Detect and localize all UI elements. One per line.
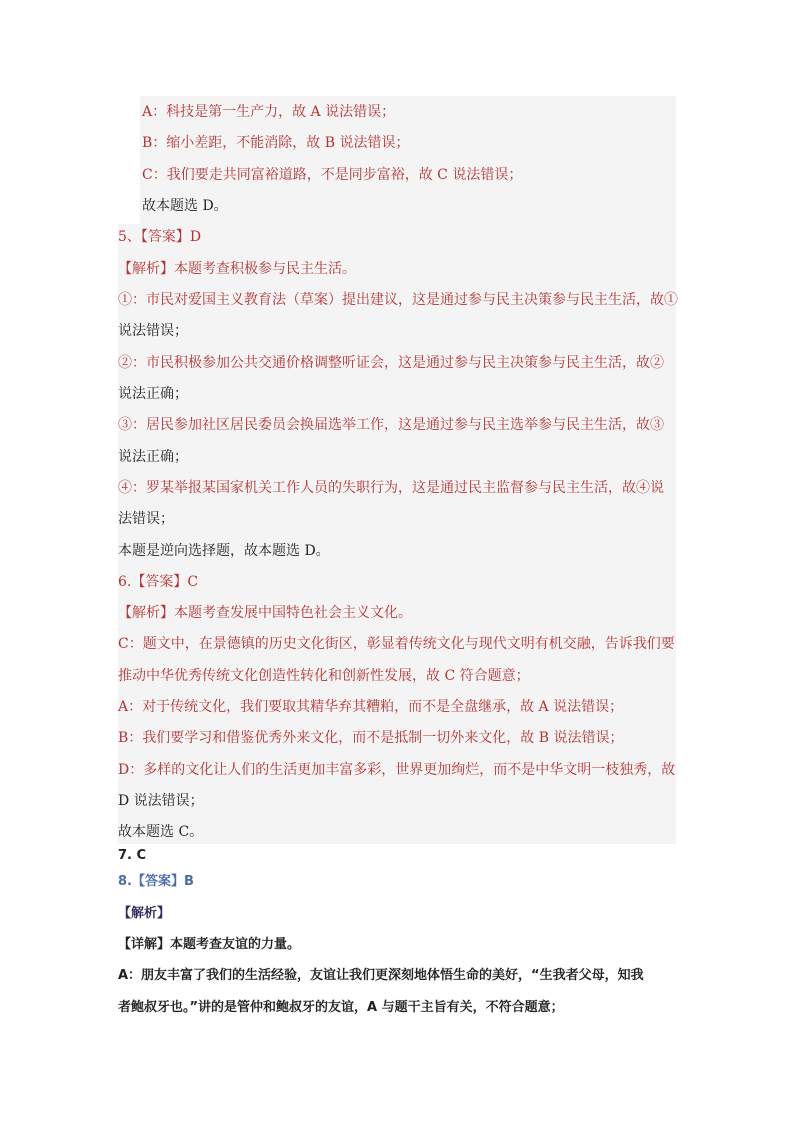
text-line: ②：市民积极参加公共交通价格调整听证会，这是通过参与民主决策参与民主生活，故② bbox=[118, 355, 664, 371]
text-line: 说法正确； bbox=[118, 449, 188, 465]
text-line: 故本题选 C。 bbox=[118, 824, 204, 840]
text-line: 说法正确； bbox=[118, 386, 188, 402]
text-line: 本题是逆向选择题，故本题选 D。 bbox=[118, 543, 330, 559]
answer-heading-8: 8.【答案】B bbox=[118, 874, 194, 889]
text-line: ③：居民参加社区居民委员会换届选举工作，这是通过参与民主选举参与民主生活，故③ bbox=[118, 417, 664, 433]
text-line: ④：罗某举报某国家机关工作人员的失职行为，这是通过民主监督参与民主生活，故④说 bbox=[118, 480, 664, 496]
analysis-heading-8: 【解析】 bbox=[118, 906, 171, 921]
text-line: C：题文中，在景德镇的历史文化街区，彰显着传统文化与现代文明有机交融，告诉我们要 bbox=[118, 636, 675, 652]
text-line: B：我们要学习和借鉴优秀外来文化，而不是抵制一切外来文化，故 B 说法错误； bbox=[118, 730, 624, 746]
answer-heading-6: 6.【答案】C bbox=[118, 574, 199, 590]
analysis-heading-6: 【解析】本题考查发展中国特色社会主义文化。 bbox=[118, 605, 412, 621]
text-line: 推动中华优秀传统文化创造性转化和创新性发展，故 C 符合题意； bbox=[118, 668, 530, 684]
text-line: 者鲍叔牙也。”讲的是管仲和鲍叔牙的友谊，A 与题干主旨有关，不符合题意； bbox=[118, 1000, 564, 1015]
text-line: D：多样的文化让人们的生活更加丰富多彩，世界更加绚烂，而不是中华文明一枝独秀，故 bbox=[118, 762, 676, 778]
analysis-heading-5: 【解析】本题考查积极参与民主生活。 bbox=[118, 261, 356, 277]
text-line: 法错误； bbox=[118, 511, 174, 527]
text-line: A：对于传统文化，我们要取其精华弃其糟粕，而不是全盘继承，故 A 说法错误； bbox=[118, 699, 624, 715]
text-line: B：缩小差距，不能消除，故 B 说法错误； bbox=[142, 135, 410, 151]
text-line: D 说法错误； bbox=[118, 793, 204, 809]
text-line: ①：市民对爱国主义教育法（草案）提出建议，这是通过参与民主决策参与民主生活，故① bbox=[118, 292, 678, 308]
text-line: A：科技是第一生产力，故 A 说法错误； bbox=[142, 104, 396, 120]
text-line: 说法错误； bbox=[118, 323, 188, 339]
text-line: A：朋友丰富了我们的生活经验，友谊让我们更深刻地体悟生命的美好，“生我者父母，知我 bbox=[118, 968, 644, 983]
text-line: C：我们要走共同富裕道路，不是同步富裕，故 C 说法错误； bbox=[142, 167, 523, 183]
detail-heading-8: 【详解】本题考查友谊的力量。 bbox=[118, 937, 301, 952]
answer-heading-7: 7. C bbox=[118, 848, 147, 863]
answer-heading-5: 5、【答案】D bbox=[118, 229, 202, 245]
shaded-block-main bbox=[118, 224, 676, 844]
text-line: 故本题选 D。 bbox=[142, 198, 228, 214]
